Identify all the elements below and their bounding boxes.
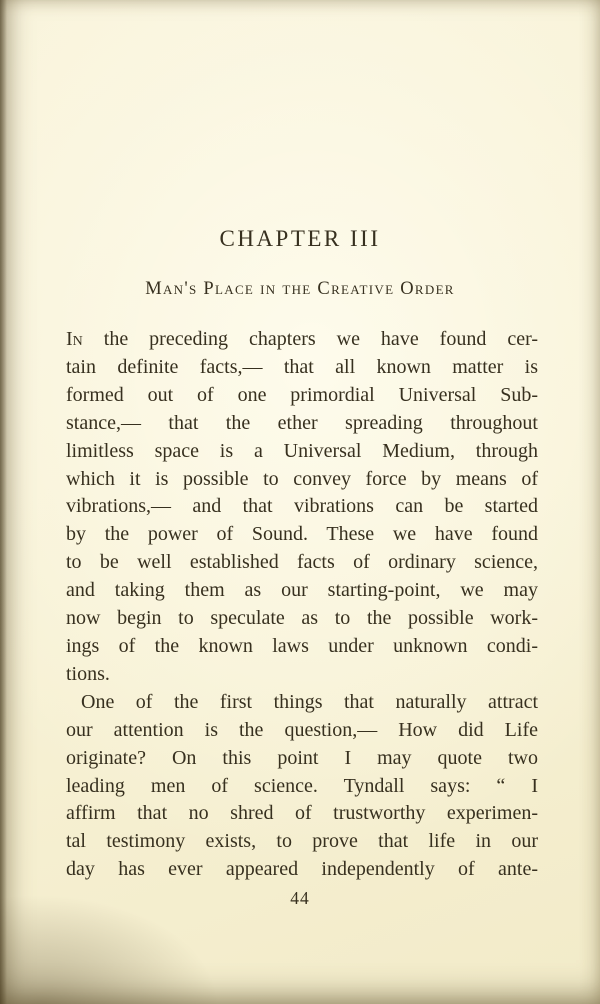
text-line: which it is possible to convey force by means of: [66, 467, 538, 490]
text-line: to be well established facts of ordinary science,: [66, 551, 538, 574]
text-line: formed out of one primordial Universal Sub-: [66, 383, 538, 406]
text-line: tal testimony exists, to prove that life in our: [66, 830, 538, 853]
chapter-heading: CHAPTER III: [219, 226, 381, 251]
text-line: day has ever appeared independently of ante-: [66, 858, 538, 881]
text-line: tions.: [66, 662, 110, 685]
text-line: In the preceding chapters we have found cer-: [66, 328, 538, 350]
body-text: [0, 326, 600, 884]
text-line: tain definite facts,— that all known matter is: [66, 355, 538, 378]
text-line: our attention is the question,— How did Life: [66, 718, 538, 741]
lead-word: In: [66, 328, 83, 350]
text-line: originate? On this point I may quote two: [66, 746, 538, 769]
section-title: Man's Place in the Creative Order: [145, 279, 455, 299]
text-line: leading men of science. Tyndall says: “ I: [66, 774, 538, 797]
text-line: ings of the known laws under unknown condi-: [66, 634, 538, 657]
text-line: now begin to speculate as to the possible work-: [66, 607, 538, 630]
text-line: affirm that no shred of trustworthy experimen-: [66, 802, 538, 825]
text-line: vibrations,— and that vibrations can be started: [66, 495, 538, 518]
text-line: limitless space is a Universal Medium, through: [66, 439, 538, 462]
text-line: and taking them as our starting-point, we may: [66, 579, 538, 602]
text-line: stance,— that the ether spreading throughout: [66, 411, 538, 434]
text-line: One of the first things that naturally attract: [81, 690, 538, 713]
text-line: by the power of Sound. These we have found: [66, 523, 538, 546]
page-number: 44: [290, 888, 310, 909]
